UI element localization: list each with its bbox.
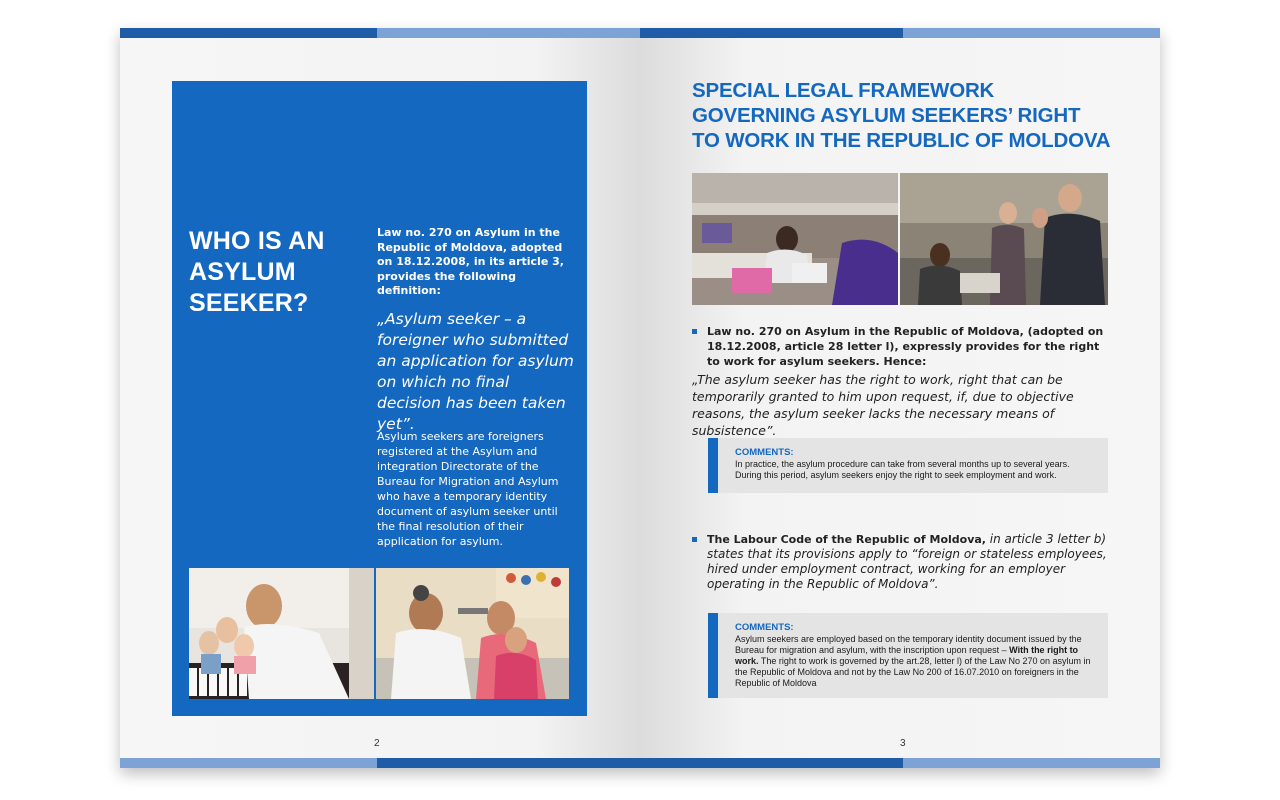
left-page	[120, 28, 640, 768]
explanation-text: Asylum seekers are foreigners registered at the Asylum and integration Directorate of the Bureau for Migration and Asylum who have a temporary identity document of asylum seeker until the final resolution of their application for asylum.	[377, 430, 559, 548]
photo-factory-visit	[900, 173, 1108, 305]
bullet2-bold-text: The Labour Code of the Republic of Moldova,	[707, 533, 986, 546]
comment-box-1	[708, 438, 1108, 493]
comment-box-2	[708, 613, 1108, 698]
brochure-spread	[120, 28, 1160, 768]
section-heading: WHO IS AN ASYLUM SEEKER?	[189, 227, 325, 317]
bottom-band-left	[120, 758, 640, 768]
definition-panel	[172, 81, 587, 716]
law-intro-text: Law no. 270 on Asylum in the Republic of Moldova, adopted on 18.12.2008, in its article 3, provides the following definition:	[377, 226, 564, 298]
photo-doctor-exam	[376, 568, 569, 699]
bullet-marker	[692, 329, 697, 334]
comment2-bold: With the right to work.	[735, 645, 1079, 666]
bottom-band-right	[640, 758, 1160, 768]
comment2-text	[735, 634, 1096, 689]
comment2-heading: COMMENTS:	[735, 622, 794, 633]
page-title: SPECIAL LEGAL FRAMEWORK GOVERNING ASYLUM SEEKERS’ RIGHT TO WORK IN THE REPUBLIC OF MOLDOVA	[692, 79, 1111, 152]
comment-bar	[708, 438, 718, 493]
comment1-text: In practice, the asylum procedure can take from several months up to several years. During this period, asylum seekers enjoy the right to seek employment and work.	[735, 459, 1070, 480]
bullet1-bold-text: Law no. 270 on Asylum in the Republic of Moldova, (adopted on 18.12.2008, article 28 letter l), expressly provides for the right to work for asylum seekers. Hence:	[707, 325, 1104, 368]
right-page	[640, 28, 1160, 768]
photo-piano-lesson	[189, 568, 374, 699]
photo-sewing-workshop	[692, 173, 898, 305]
comment2-part2: The right to work is governed by the art.28, letter l) of the Law No 270 on asylum in the Republic of Moldova and not by the Law No 200 of 16.07.2010 on foreigners in the Republic of Moldova	[735, 656, 1091, 688]
page-number-right: 3	[900, 738, 906, 749]
top-band-right	[640, 28, 1160, 38]
definition-quote: „Asylum seeker – a foreigner who submitted an application for asylum on which no final decision has been taken yet”.	[377, 310, 574, 433]
page-number-left: 2	[374, 738, 380, 749]
comment-bar	[708, 613, 718, 698]
bullet1-quote: „The asylum seeker has the right to work, right that can be temporarily granted to him upon request, if, due to objective reasons, the asylum seeker lacks the necessary means of subsistence”.	[692, 372, 1074, 438]
bullet-marker	[692, 537, 697, 542]
bullet-law-270	[692, 324, 1110, 439]
comment1-heading: COMMENTS:	[735, 447, 794, 458]
bullet2-italic-text: in article 3 letter b) states that its provisions apply to “foreign or stateless employees, hired under employment contract, working for an employer operating in the Republic of Moldova”.	[707, 532, 1107, 591]
top-band-left	[120, 28, 640, 38]
bullet-labour-code	[692, 532, 1110, 592]
comment2-part1: Asylum seekers are employed based on the temporary identity document issued by the Bureau for migration and asylum, with the inscription upon request –	[735, 634, 1082, 655]
